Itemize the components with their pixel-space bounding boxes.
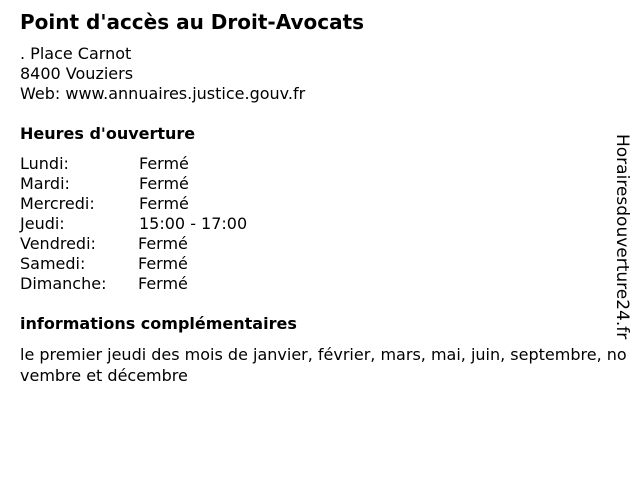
address-city: 8400 Vouziers xyxy=(20,64,134,83)
additional-info-heading: informations complémentaires xyxy=(20,314,297,333)
address-block xyxy=(20,44,305,104)
day-label: Samedi: xyxy=(20,254,86,273)
hours-value: Fermé xyxy=(138,274,188,293)
page-title: Point d'accès au Droit-Avocats xyxy=(20,10,365,34)
day-label: Jeudi: xyxy=(20,214,65,233)
additional-info-text: le premier jeudi des mois de janvier, février, mars, mai, juin, septembre, novembre et décembre xyxy=(20,345,627,385)
day-label: Mardi: xyxy=(20,174,70,193)
day-label: Lundi: xyxy=(20,154,69,173)
address-street: . Place Carnot xyxy=(20,44,132,63)
hours-value: Fermé xyxy=(139,174,189,193)
hours-value: Fermé xyxy=(139,194,189,213)
day-label: Dimanche: xyxy=(20,274,107,293)
website-line[interactable]: Web: www.annuaires.justice.gouv.fr xyxy=(20,84,306,103)
day-label: Vendredi: xyxy=(20,234,96,253)
opening-hours-heading: Heures d'ouverture xyxy=(20,124,196,143)
watermark-text: Horairesdouverture24.fr xyxy=(612,134,632,340)
hours-value: 15:00 - 17:00 xyxy=(139,214,248,233)
hours-value: Fermé xyxy=(139,154,189,173)
hours-value: Fermé xyxy=(138,254,188,273)
hours-value: Fermé xyxy=(138,234,188,253)
day-label: Mercredi: xyxy=(20,194,95,213)
